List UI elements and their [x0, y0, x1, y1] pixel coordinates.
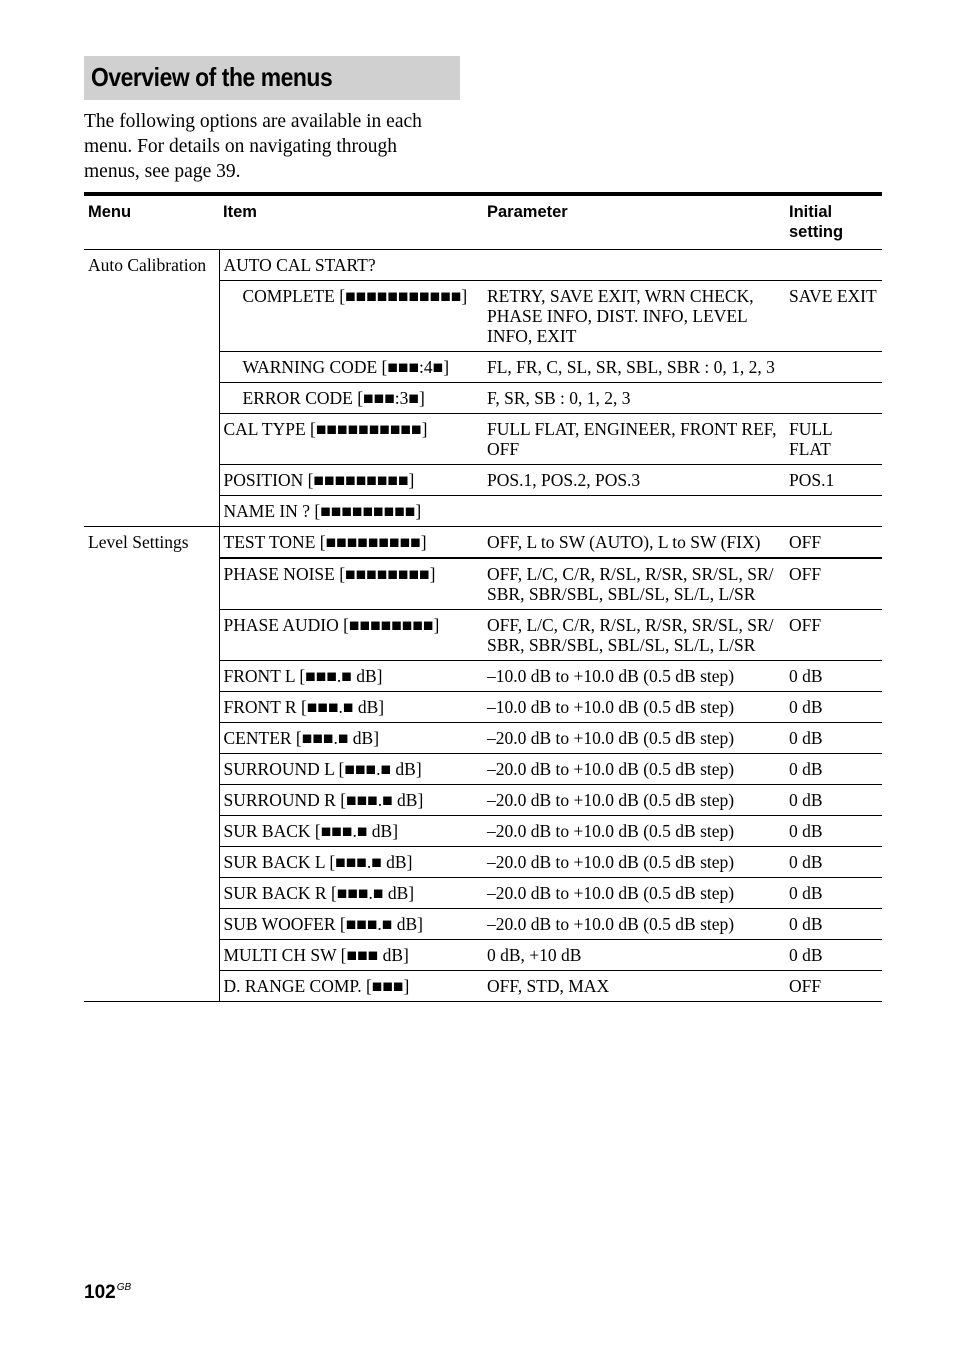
- item-cell: D. RANGE COMP. [■■■]: [219, 971, 483, 1002]
- parameter-cell: –20.0 dB to +10.0 dB (0.5 dB step): [483, 878, 785, 909]
- initial-setting-cell: 0 dB: [785, 723, 882, 754]
- item-cell: SUR BACK R [■■■.■ dB]: [219, 878, 483, 909]
- initial-setting-cell: 0 dB: [785, 878, 882, 909]
- intro-line: The following options are available in each: [84, 111, 422, 132]
- initial-setting-cell: [785, 383, 882, 414]
- parameter-cell: OFF, STD, MAX: [483, 971, 785, 1002]
- table-row: [84, 527, 882, 559]
- initial-setting-cell: 0 dB: [785, 692, 882, 723]
- item-cell: FRONT R [■■■.■ dB]: [219, 692, 483, 723]
- item-cell: AUTO CAL START?: [219, 250, 483, 281]
- item-cell: SURROUND L [■■■.■ dB]: [219, 754, 483, 785]
- item-cell: WARNING CODE [■■■:4■]: [219, 352, 483, 383]
- item-cell: CAL TYPE [■■■■■■■■■■]: [219, 414, 483, 465]
- parameter-cell: –20.0 dB to +10.0 dB (0.5 dB step): [483, 723, 785, 754]
- parameter-cell: –20.0 dB to +10.0 dB (0.5 dB step): [483, 816, 785, 847]
- item-cell: PHASE NOISE [■■■■■■■■]: [219, 558, 483, 610]
- parameter-cell: [483, 250, 785, 281]
- item-cell: NAME IN ? [■■■■■■■■■]: [219, 496, 483, 527]
- parameter-cell: –20.0 dB to +10.0 dB (0.5 dB step): [483, 754, 785, 785]
- initial-setting-cell: [785, 496, 882, 527]
- column-header-initial-setting: Initial setting: [785, 194, 882, 250]
- initial-setting-cell: 0 dB: [785, 754, 882, 785]
- initial-setting-cell: OFF: [785, 971, 882, 1002]
- initial-setting-cell: [785, 250, 882, 281]
- page-title: Overview of the menus: [91, 62, 333, 92]
- menu-level-settings: Level Settings: [84, 527, 219, 1002]
- intro-line: menu. For details on navigating through: [84, 136, 398, 157]
- initial-setting-cell: [785, 352, 882, 383]
- item-cell: SURROUND R [■■■.■ dB]: [219, 785, 483, 816]
- page-number-value: 102: [84, 1282, 116, 1303]
- table-row: [84, 250, 882, 281]
- initial-setting-cell: 0 dB: [785, 661, 882, 692]
- parameter-cell: –20.0 dB to +10.0 dB (0.5 dB step): [483, 909, 785, 940]
- item-cell: FRONT L [■■■.■ dB]: [219, 661, 483, 692]
- column-header-item: Item: [219, 194, 483, 250]
- column-header-parameter: Parameter: [483, 194, 785, 250]
- parameter-cell: F, SR, SB : 0, 1, 2, 3: [483, 383, 785, 414]
- initial-setting-cell: 0 dB: [785, 847, 882, 878]
- item-cell: PHASE AUDIO [■■■■■■■■]: [219, 610, 483, 661]
- intro-line: menus, see page 39.: [84, 161, 241, 182]
- parameter-cell: FULL FLAT, ENGINEER, FRONT REF, OFF: [483, 414, 785, 465]
- initial-setting-cell: OFF: [785, 558, 882, 610]
- page-number: [84, 1282, 131, 1304]
- parameter-cell: OFF, L/C, C/R, R/SL, R/SR, SR/SL, SR/ SBR, SBR/SBL, SBL/SL, SL/L, L/SR: [483, 558, 785, 610]
- menu-auto-calibration: Auto Calibration: [84, 250, 219, 527]
- section-title-bar: [84, 56, 460, 100]
- initial-setting-cell: POS.1: [785, 465, 882, 496]
- item-cell: COMPLETE [■■■■■■■■■■■]: [219, 281, 483, 352]
- item-cell: SUR BACK L [■■■.■ dB]: [219, 847, 483, 878]
- page-region-suffix: GB: [116, 1282, 132, 1293]
- initial-setting-cell: 0 dB: [785, 940, 882, 971]
- parameter-cell: –20.0 dB to +10.0 dB (0.5 dB step): [483, 785, 785, 816]
- parameter-cell: 0 dB, +10 dB: [483, 940, 785, 971]
- item-cell: ERROR CODE [■■■:3■]: [219, 383, 483, 414]
- parameter-cell: –20.0 dB to +10.0 dB (0.5 dB step): [483, 847, 785, 878]
- initial-setting-cell: 0 dB: [785, 816, 882, 847]
- item-cell: MULTI CH SW [■■■ dB]: [219, 940, 483, 971]
- parameter-cell: FL, FR, C, SL, SR, SBL, SBR : 0, 1, 2, 3: [483, 352, 785, 383]
- item-cell: TEST TONE [■■■■■■■■■]: [219, 527, 483, 559]
- table-header-row: [84, 194, 882, 250]
- item-cell: SUB WOOFER [■■■.■ dB]: [219, 909, 483, 940]
- parameter-cell: POS.1, POS.2, POS.3: [483, 465, 785, 496]
- initial-setting-cell: OFF: [785, 610, 882, 661]
- item-cell: SUR BACK [■■■.■ dB]: [219, 816, 483, 847]
- initial-setting-cell: OFF: [785, 527, 882, 559]
- parameter-cell: –10.0 dB to +10.0 dB (0.5 dB step): [483, 661, 785, 692]
- menu-overview-table: [84, 192, 882, 1002]
- item-cell: CENTER [■■■.■ dB]: [219, 723, 483, 754]
- initial-setting-cell: FULL FLAT: [785, 414, 882, 465]
- parameter-cell: RETRY, SAVE EXIT, WRN CHECK, PHASE INFO, DIST. INFO, LEVEL INFO, EXIT: [483, 281, 785, 352]
- parameter-cell: [483, 496, 785, 527]
- initial-setting-cell: 0 dB: [785, 785, 882, 816]
- parameter-cell: –10.0 dB to +10.0 dB (0.5 dB step): [483, 692, 785, 723]
- parameter-cell: OFF, L/C, C/R, R/SL, R/SR, SR/SL, SR/ SBR, SBR/SBL, SBL/SL, SL/L, L/SR: [483, 610, 785, 661]
- intro-paragraph: [84, 109, 464, 184]
- column-header-menu: Menu: [84, 194, 219, 250]
- initial-setting-cell: 0 dB: [785, 909, 882, 940]
- parameter-cell: OFF, L to SW (AUTO), L to SW (FIX): [483, 527, 785, 559]
- item-cell: POSITION [■■■■■■■■■]: [219, 465, 483, 496]
- initial-setting-cell: SAVE EXIT: [785, 281, 882, 352]
